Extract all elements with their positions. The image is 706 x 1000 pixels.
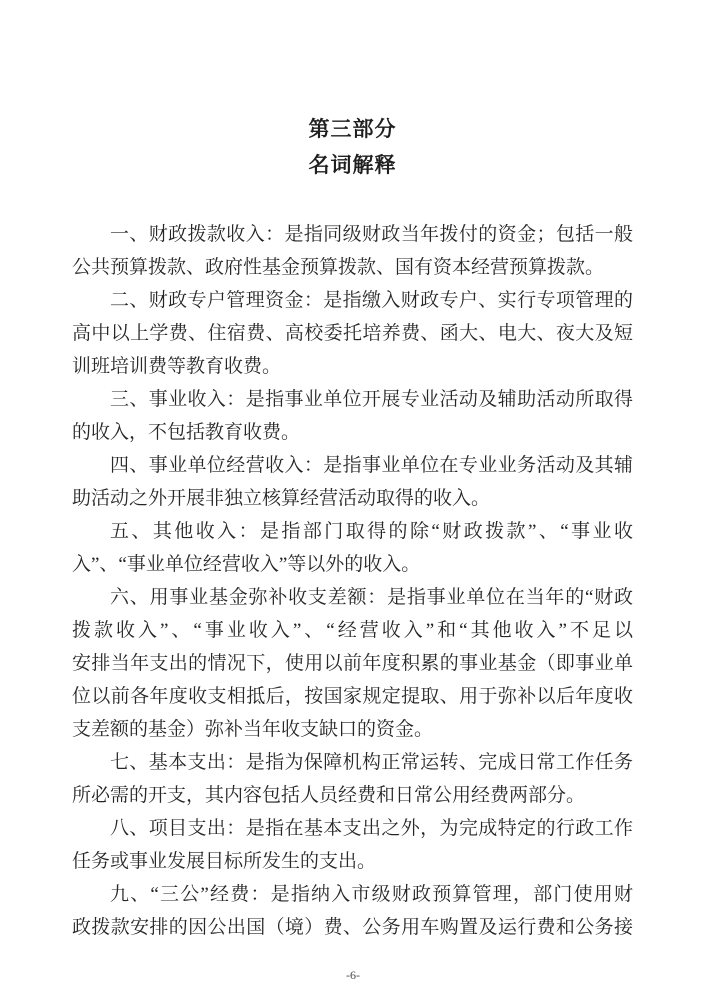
paragraph-line: 训班培训费等教育收费。 [72,356,282,377]
paragraph-line: 拨款收入”、“事业收入”、“经营收入”和“其他收入”不足以 [72,620,633,641]
paragraph-line: 公共预算拨款、政府性基金预算拨款、国有资本经营预算拨款。 [72,257,605,278]
paragraph [72,284,633,383]
paragraph [72,878,633,944]
paragraph-line: 四、事业单位经营收入：是指事业单位在专业业务活动及其辅 [110,455,633,476]
paragraph-line: 入”、“事业单位经营收入”等以外的收入。 [72,554,421,575]
paragraph [72,449,633,515]
paragraph [72,746,633,812]
paragraph-line: 一、财政拨款收入：是指同级财政当年拨付的资金；包括一般 [110,224,633,245]
paragraph-line: 安排当年支出的情况下，使用以前年度积累的事业基金（即事业单 [72,653,633,674]
document-body [72,218,633,944]
paragraph-line: 七、基本支出：是指为保障机构正常运转、完成日常工作任务 [110,752,633,773]
page-number: -6- [346,968,360,982]
paragraph [72,383,633,449]
paragraph-line: 二、财政专户管理资金：是指缴入财政专户、实行专项管理的 [110,290,633,311]
paragraph-line: 的收入，不包括教育收费。 [72,422,301,443]
paragraph-line: 政拨款安排的因公出国（境）费、公务用车购置及运行费和公务接 [72,917,633,938]
title-block [72,112,633,184]
paragraph-line: 位以前各年度收支相抵后，按国家规定提取、用于弥补以后年度收 [72,686,633,707]
paragraph [72,515,633,581]
paragraph-line: 支差额的基金）弥补当年收支缺口的资金。 [72,719,434,740]
paragraph [72,218,633,284]
paragraph-line: 三、事业收入：是指事业单位开展专业活动及辅助活动所取得 [110,389,633,410]
paragraph-line: 八、项目支出：是指在基本支出之外，为完成特定的行政工作 [110,818,633,839]
paragraph [72,812,633,878]
paragraph-line: 六、用事业基金弥补收支差额：是指事业单位在当年的“财政 [110,587,633,608]
paragraph-line: 高中以上学费、住宿费、高校委托培养费、函大、电大、夜大及短 [72,323,633,344]
part-title: 第三部分 [308,118,397,141]
paragraph-line: 任务或事业发展目标所发生的支出。 [72,851,377,872]
paragraph-line: 助活动之外开展非独立核算经营活动取得的收入。 [72,488,491,509]
paragraph-line: 所必需的开支，其内容包括人员经费和日常公用经费两部分。 [72,785,586,806]
paragraph [72,581,633,746]
section-title: 名词解释 [308,154,397,177]
paragraph-line: 九、“三公”经费：是指纳入市级财政预算管理，部门使用财 [110,884,633,905]
paragraph-line: 五、其他收入：是指部门取得的除“财政拨款”、“事业收 [110,521,633,542]
